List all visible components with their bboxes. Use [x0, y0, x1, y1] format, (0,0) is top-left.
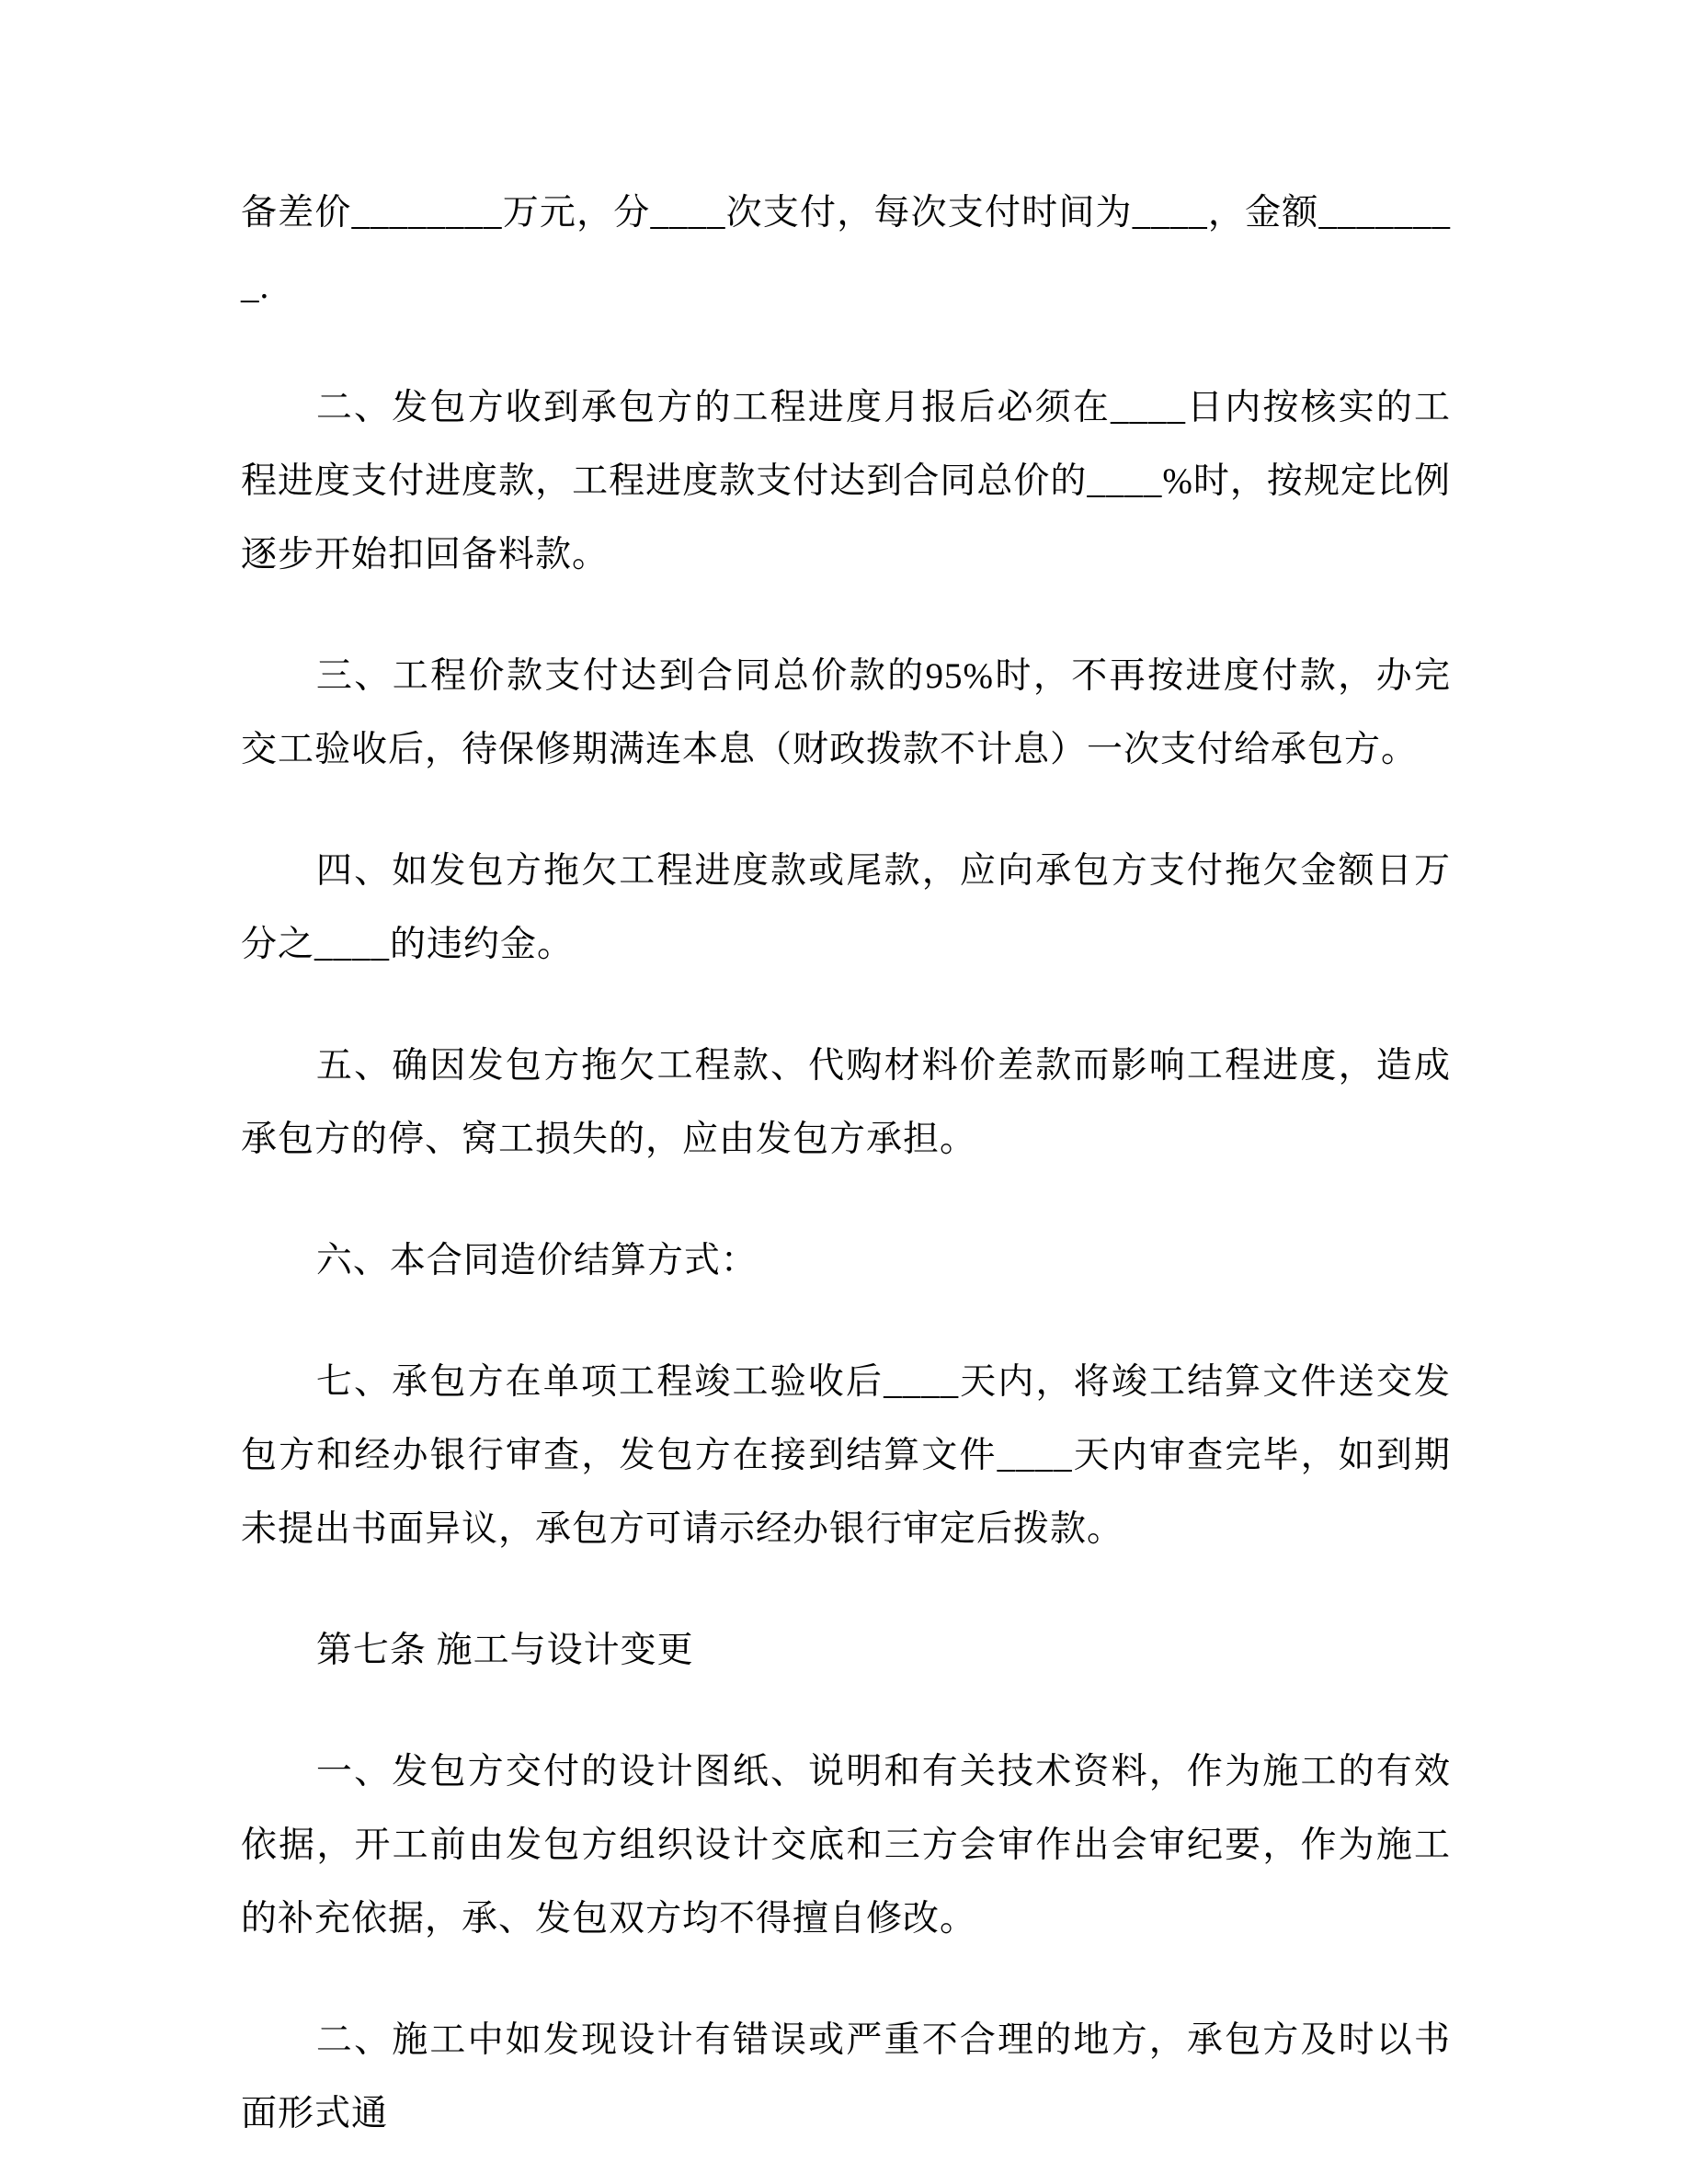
- section-heading-article-7: 第七条 施工与设计变更: [315, 1631, 694, 1670]
- clause-payment-installments: 备差价________万元，分____次支付，每次支付时间为____，金额________.: [241, 193, 1451, 306]
- clause-4-late-payment-penalty: 四、如发包方拖欠工程进度款或尾款，应向承包方支付拖欠金额日万分之____的违约金。: [241, 851, 1451, 964]
- clause-3-95-percent-payment: 三、工程价款支付达到合同总价款的95%时，不再按进度付款，办完交工验收后，待保修期满连本息（财政拨款不计息）一次支付给承包方。: [241, 656, 1451, 769]
- article7-clause-2-design-errors: 二、施工中如发现设计有错误或严重不合理的地方，承包方及时以书面形式通: [241, 2020, 1451, 2133]
- clause-7-final-settlement-review: 七、承包方在单项工程竣工验收后____天内，将竣工结算文件送交发包方和经办银行审查，发包方在接到结算文件____天内审查完毕，如到期未提出书面异议，承包方可请示经办银行审定后拨款。: [241, 1362, 1451, 1549]
- article7-clause-1-design-documents: 一、发包方交付的设计图纸、说明和有关技术资料，作为施工的有效依据，开工前由发包方组织设计交底和三方会审作出会审纪要，作为施工的补充依据，承、发包双方均不得擅自修改。: [241, 1752, 1451, 1939]
- clause-5-delay-loss-liability: 五、确因发包方拖欠工程款、代购材料价差款而影响工程进度，造成承包方的停、窝工损失的，应由发包方承担。: [241, 1046, 1451, 1159]
- clause-2-progress-payment: 二、发包方收到承包方的工程进度月报后必须在____日内按核实的工程进度支付进度款，工程进度款支付达到合同总价的____%时，按规定比例逐步开始扣回备料款。: [241, 388, 1451, 574]
- clause-6-settlement-method: 六、本合同造价结算方式：: [315, 1241, 758, 1280]
